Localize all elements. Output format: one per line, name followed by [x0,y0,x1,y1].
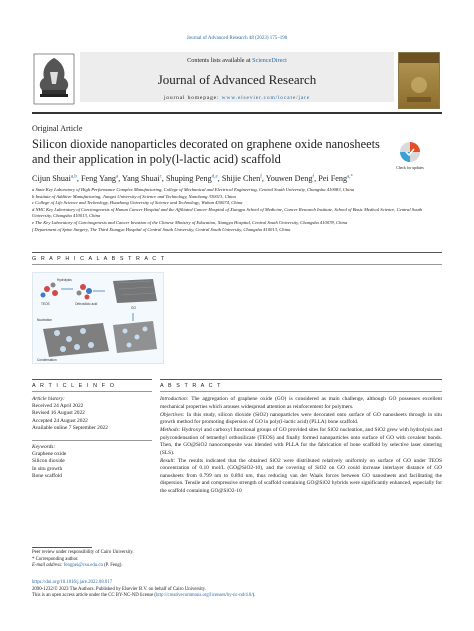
abstract-paragraph [160,396,442,411]
peer-review-note: Peer review under responsibility of Cairo University. [32,550,134,555]
keyword[interactable]: Bone scaffold [32,472,62,479]
abstract-label: Methods: [160,427,181,433]
license-suffix: ). [252,593,256,599]
abstract-text: In this study, silicon dioxide (SiO2) nanoparticles were decorated onto surface of GO nanosheets through in situ growth method for promoting dispersion of GO in poly(l-lactic acid) (PLLA) bone scaffold. [160,411,442,425]
copyright-line: 2090-1232/© 2023 The Authors. Published by Elsevier B.V. on behalf of Cairo University. [32,586,206,592]
ga-label: Hydrolysis [57,278,72,282]
section-rule [32,264,442,265]
abstract-label: Introduction: [160,396,189,402]
journal-homepage [80,95,394,101]
history-entry: Accepted 24 August 2022 [32,417,88,424]
license-prefix: This is an open access article under the CC BY-NC-ND license ( [32,593,157,599]
footnotes [32,550,332,570]
email-label: E-mail address: [32,563,64,569]
author-affil-sup: a,b [70,174,77,180]
author-name[interactable]: Yang Shuai [122,174,160,183]
author-affil-sup: f [312,174,315,180]
section-rule [32,252,442,253]
abstract-heading: A B S T R A C T [160,383,223,389]
article-history [32,396,152,432]
ga-label: Orthosilicic acid [75,302,98,306]
footnote-rule [32,547,92,548]
author-name[interactable]: Pei Feng [318,174,348,183]
ga-label: Nucleation [37,318,53,322]
keyword[interactable]: Graphene oxide [32,451,67,458]
author-affil-sup: c [159,174,162,180]
email-note [32,563,332,570]
graphical-abstract-figure [32,272,164,364]
author-affil-sup: f [260,174,262,180]
history-entry: Received 24 April 2022 [32,403,84,410]
author-name[interactable]: Shuping Peng [166,174,212,183]
corresponding-note: * Corresponding author. [32,556,79,562]
journal-title: Journal of Advanced Research [157,72,317,87]
author-affil-sup: a [116,174,119,180]
sciencedirect-link[interactable]: ScienceDirect [252,57,287,64]
author-name[interactable]: Shijie Chen [221,174,261,183]
license-link[interactable]: http://creativecommons.org/licenses/by-nc-nd/4.0/ [156,593,253,599]
journal-cover-image [398,52,440,109]
author-name[interactable]: Youwen Deng [265,174,313,183]
email-suffix: (P. Feng). [102,563,123,569]
ga-label: GO [131,306,136,310]
abstract-label: Result: [160,457,176,464]
abstract-body [160,396,442,496]
author-name[interactable]: Feng Yang [80,174,117,183]
author-affil-sup: d,e [211,174,218,180]
keyword[interactable]: Silicon dioxide [32,458,65,465]
go-sheet [113,279,157,303]
elsevier-logo [32,52,76,110]
email-link[interactable]: fengpei@csu.edu.cn [63,563,103,569]
history-label: Article history: [32,396,65,402]
ga-label: Condensation [37,358,57,362]
journal-reference[interactable]: Journal of Advanced Research 48 (2023) 175–190 [186,36,288,41]
author-affil-sup: a,* [347,174,354,180]
abstract-label: Objectives: [160,411,185,418]
license-line [32,593,442,600]
abstract-paragraph [160,427,442,457]
affiliation: e The Key Laboratory of Carcinogenesis and Cancer Invasion of the Chinese Ministry of Education, Xiangya Hospital, Central South University, Changsha 410078, China [32,219,348,225]
affiliation: b Institute of Additive Manufacturing, Jiangxi University of Science and Technology, Nanchang 330013, China [32,193,236,199]
graphical-abstract-heading: G R A P H I C A L A B S T R A C T [32,256,166,262]
abstract-paragraph [160,412,442,427]
ga-label: TEOS [41,302,50,306]
go-sio2-sheet [43,323,109,357]
article-type: Original Article [32,124,83,133]
article-title: Silicon dioxide nanoparticles decorated on graphene oxide nanosheets and their application in poly(l-lactic acid) scaffold [32,137,380,166]
section-rule [160,391,442,392]
affiliation: d NHC Key Laboratory of Carcinogenesis of Hunan Cancer Hospital and the Affiliated Cancer Hospital of Xiangya School of Medicine, Cancer Research Institute, School of Basic Medical Science, Central South University, Changsha 410013, China [32,206,423,219]
keywords-label: Keywords: [32,444,56,450]
history-entry: Revised 16 August 2022 [32,410,85,417]
contents-line [80,57,394,64]
keyword[interactable]: In situ growth [32,465,63,472]
abstract-paragraph [160,458,442,496]
author-list: Cijun Shuai$^{a,b}$, Feng Yang$^a$, Yang Shuai$^c$, Shuping Peng$^{d,e}$, Shijie Chen$^f$, Youwen Deng$^f$, Pei Feng$^{a,*}$ [32,174,354,183]
section-rule [32,391,152,392]
affiliation: f Department of Spine Surgery, The Third Xiangya Hospital of Central South University, Central South University, Changsha 410013, China [32,226,291,232]
affiliation-list [32,187,442,233]
doi-link[interactable]: https://doi.org/10.1016/j.jare.2022.08.017 [32,580,113,585]
abstract-text: The results indicated that the obtained SiO2 were distributed relatively uniformly on surface of GO under TEOS concentration of 0.10 mol/L (GO@SiO2-10), and the covering of SiO2 on GO could increase interlayer distance of GO nanosheets from 0.799 nm to 0.894 nm, thus reducing van der Waals forces between GO nanosheets and facilitating the dispersion. Tensile and compressive strength of scaffold containing GO@SiO2 hybrids were significantly enhanced, especially for the scaffold containing GO@SiO2-10 [160,457,442,494]
history-entry: Available online 7 September 2022 [32,424,108,431]
author-name[interactable]: Cijun Shuai [32,174,71,183]
go-sio2-sheet-2 [113,321,157,353]
crossmark-label: Check for updates [396,166,424,170]
abstract-text: The aggregation of graphene oxide (GO) is considered as main challenge, although GO possesses excellent mechanical properties which arouses widespread attention as reinforcement for polymers. [160,396,442,410]
affiliation: a State Key Laboratory of High Performance Complex Manufacturing, College of Mechanical and Electrical Engineering, Central South University, Changsha 410083, China [32,187,355,192]
header-rule [32,112,442,114]
keyword-list [32,444,152,480]
contents-prefix: Contents lists available at [187,57,253,64]
homepage-url[interactable]: www.elsevier.com/locate/jare [221,95,311,101]
section-rule [32,379,152,380]
affiliation: c College of Life Science and Technology, Huazhong University of Science and Technology, Wuhan 430074, China [32,200,243,206]
doi-block [32,580,442,600]
abstract-text: Hydroxyl and carboxyl functional groups of GO provided sites for SiO2 nucleation, and SiO2 grew with hydrolysis and polycondensation of tetraethyl orthosilicate (TEOS) and finally formed nanoparticles onto surface of GO with covalent bonds. Then, the GO@SiO2 nanocomposite was blended with PLLA for the fabrication of bone scaffold by selective laser sintering (SLS). [160,427,442,456]
article-info-heading: A R T I C L E I N F O [32,383,116,389]
section-rule [160,379,442,380]
section-rule [32,440,152,441]
homepage-prefix: journal homepage: [163,95,222,101]
